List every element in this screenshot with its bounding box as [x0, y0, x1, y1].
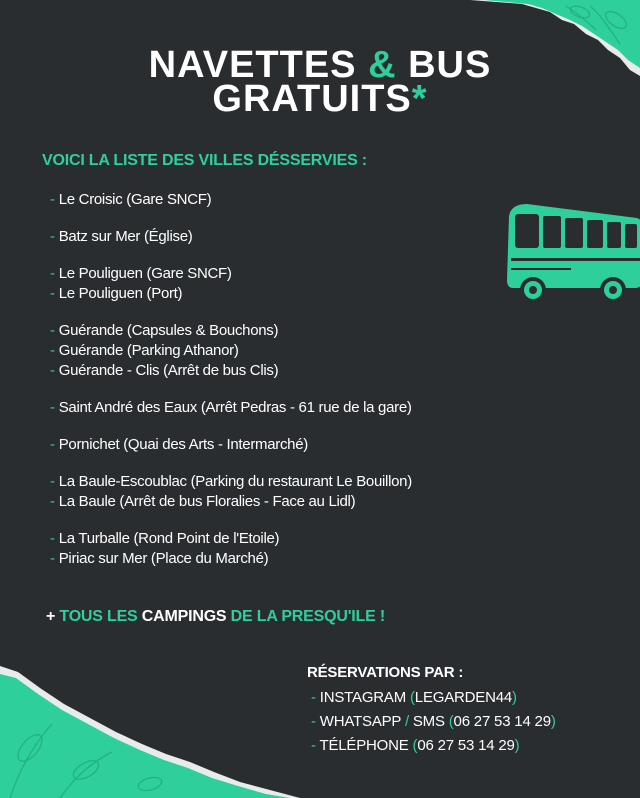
reservation-instagram: - INSTAGRAM (LEGARDEN44) — [311, 689, 517, 706]
city-item — [50, 472, 510, 492]
list-dash: - — [50, 228, 55, 245]
whatsapp-label: WHATSAPP — [319, 713, 401, 730]
list-dash: - — [50, 362, 55, 379]
title-ampersand: & — [368, 44, 397, 86]
city-group — [50, 321, 510, 381]
city-name: Guérande (Capsules & Bouchons) — [58, 322, 279, 339]
city-group — [50, 190, 510, 210]
city-item — [50, 549, 510, 569]
list-dash: - — [50, 191, 55, 208]
instagram-handle[interactable]: LEGARDEN44 — [414, 689, 513, 706]
page-title — [0, 44, 640, 120]
corner-decoration-bottom-left — [0, 658, 300, 798]
city-item — [50, 190, 510, 210]
city-item — [50, 341, 510, 361]
city-item — [50, 435, 510, 455]
campings-highlight: CAMPINGS — [141, 608, 227, 625]
title-navettes: NAVETTES — [148, 44, 357, 86]
reservation-whatsapp: - WHATSAPP / SMS (06 27 53 14 29) — [311, 713, 556, 730]
city-name: La Baule (Arrêt de bus Floralies - Face au Lidl) — [58, 493, 356, 510]
list-dash: - — [50, 285, 55, 302]
city-name: Pornichet (Quai des Arts - Intermarché) — [58, 436, 308, 453]
campings-plus: + — [46, 608, 56, 625]
title-asterisk: * — [411, 78, 428, 120]
reservations-block — [307, 664, 556, 758]
whatsapp-separator: / — [404, 713, 409, 730]
title-bus: BUS — [408, 44, 492, 86]
city-name: Batz sur Mer (Église) — [58, 228, 193, 245]
city-item — [50, 264, 510, 284]
city-name: Le Pouliguen (Port) — [58, 285, 183, 302]
list-dash: - — [50, 342, 55, 359]
city-name: Guérande (Parking Athanor) — [58, 342, 239, 359]
cities-heading: VOICI LA LISTE DES VILLES DÉSSERVIES : — [42, 152, 367, 169]
city-name: Le Croisic (Gare SNCF) — [58, 191, 212, 208]
city-group — [50, 529, 510, 569]
list-dash: - — [50, 473, 55, 490]
city-group — [50, 398, 510, 418]
campings-part1: TOUS LES — [59, 608, 138, 625]
city-group — [50, 264, 510, 304]
city-list — [50, 190, 510, 586]
phone-label: TÉLÉPHONE — [319, 737, 409, 754]
city-item — [50, 398, 510, 418]
bus-icon — [503, 198, 640, 308]
city-item — [50, 227, 510, 247]
whatsapp-number[interactable]: 06 27 53 14 29 — [453, 713, 551, 730]
reservation-phone: - TÉLÉPHONE (06 27 53 14 29) — [311, 737, 520, 754]
campings-line — [46, 608, 385, 626]
city-item — [50, 321, 510, 341]
phone-number[interactable]: 06 27 53 14 29 — [417, 737, 515, 754]
instagram-label: INSTAGRAM — [319, 689, 407, 706]
city-item — [50, 492, 510, 512]
list-dash: - — [50, 550, 55, 567]
list-dash: - — [50, 493, 55, 510]
city-name: Saint André des Eaux (Arrêt Pedras - 61 rue de la gare) — [58, 399, 412, 416]
city-name: Le Pouliguen (Gare SNCF) — [58, 265, 232, 282]
city-item — [50, 529, 510, 549]
city-item — [50, 361, 510, 381]
city-name: La Turballe (Rond Point de l'Etoile) — [58, 530, 280, 547]
city-group — [50, 472, 510, 512]
city-name: Piriac sur Mer (Place du Marché) — [58, 550, 269, 567]
list-dash: - — [50, 436, 55, 453]
list-dash: - — [50, 530, 55, 547]
city-group — [50, 435, 510, 455]
campings-part3: DE LA PRESQU'ILE ! — [230, 608, 385, 625]
city-group — [50, 227, 510, 247]
city-item — [50, 284, 510, 304]
list-dash: - — [50, 322, 55, 339]
reservations-title: RÉSERVATIONS PAR : — [307, 664, 464, 681]
city-name: Guérande - Clis (Arrêt de bus Clis) — [58, 362, 279, 379]
sms-label: SMS — [412, 713, 445, 730]
title-gratuits: GRATUITS — [212, 78, 412, 120]
city-name: La Baule-Escoublac (Parking du restaurant Le Bouillon) — [58, 473, 412, 490]
list-dash: - — [50, 265, 55, 282]
list-dash: - — [50, 399, 55, 416]
